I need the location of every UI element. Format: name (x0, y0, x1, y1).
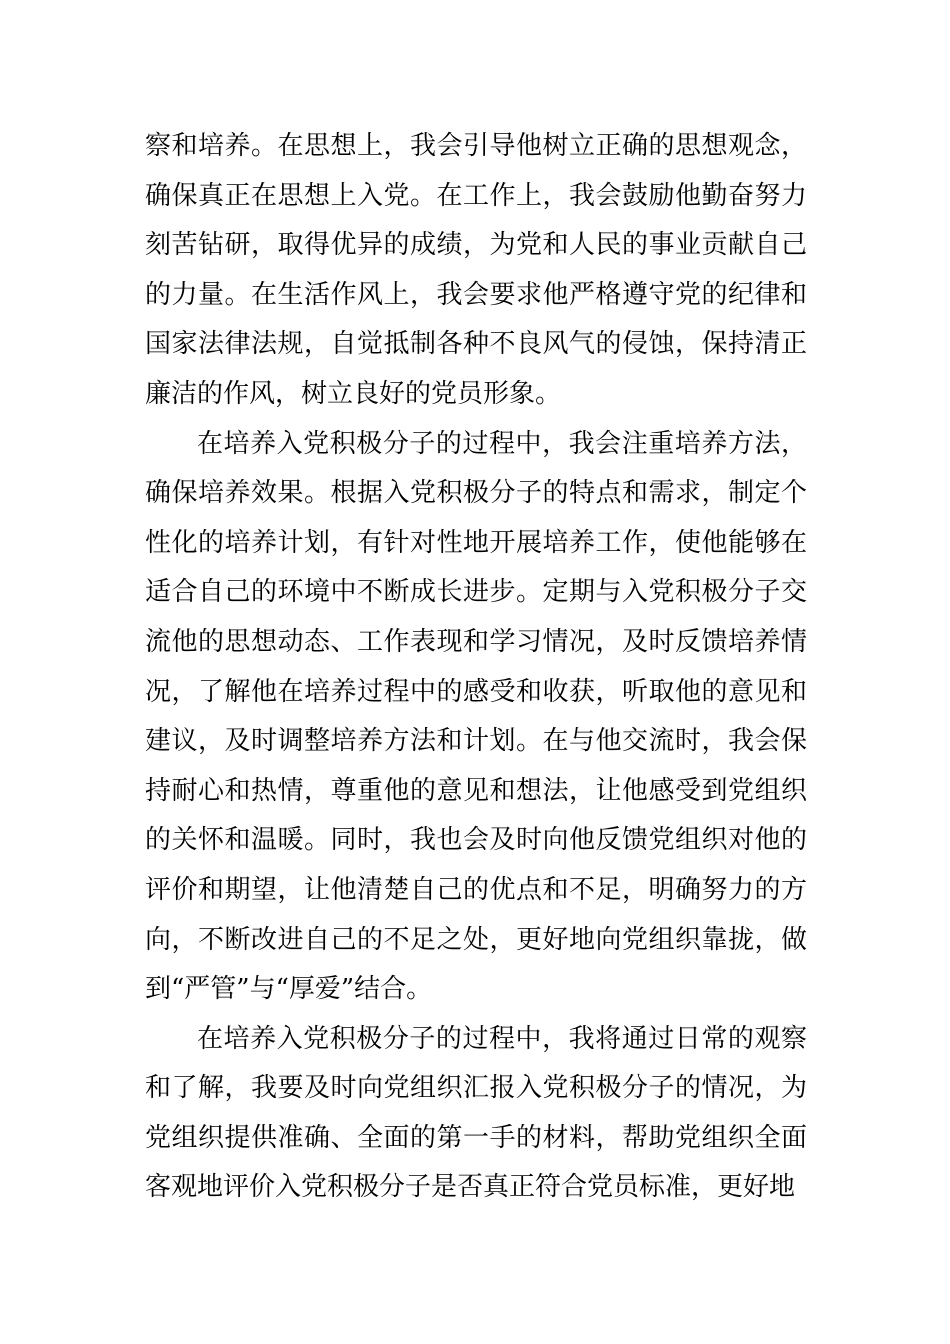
document-body (145, 122, 807, 1213)
paragraph-2: 在培养入党积极分子的过程中，我会注重培养方法，确保培养效果。根据入党积极分子的特点和需求，制定个性化的培养计划，有针对性地开展培养工作，使他能够在适合自己的环境中不断成长进步。定期与入党积极分子交流他的思想动态、工作表现和学习情况，及时反馈培养情况，了解他在培养过程中的感受和收获，听取他的意见和建议，及时调整培养方法和计划。在与他交流时，我会保持耐心和热情，尊重他的意见和想法，让他感受到党组织的关怀和温暖。同时，我也会及时向他反馈党组织对他的评价和期望，让他清楚自己的优点和不足，明确努力的方向，不断改进自己的不足之处，更好地向党组织靠拢，做到“严管”与“厚爱”结合。 (145, 428, 807, 1005)
paragraph-3: 在培养入党积极分子的过程中，我将通过日常的观察和了解，我要及时向党组织汇报入党积极分子的情况，为党组织提供准确、全面的第一手的材料，帮助党组织全面客观地评价入党积极分子是否真正符合党员标准，更好地 (145, 1023, 807, 1203)
paragraph-1: 察和培养。在思想上，我会引导他树立正确的思想观念，确保真正在思想上入党。在工作上，我会鼓励他勤奋努力刻苦钻研，取得优异的成绩，为党和人民的事业贡献自己的力量。在生活作风上，我会要求他严格遵守党的纪律和国家法律法规，自觉抵制各种不良风气的侵蚀，保持清正廉洁的作风，树立良好的党员形象。 (145, 131, 807, 409)
